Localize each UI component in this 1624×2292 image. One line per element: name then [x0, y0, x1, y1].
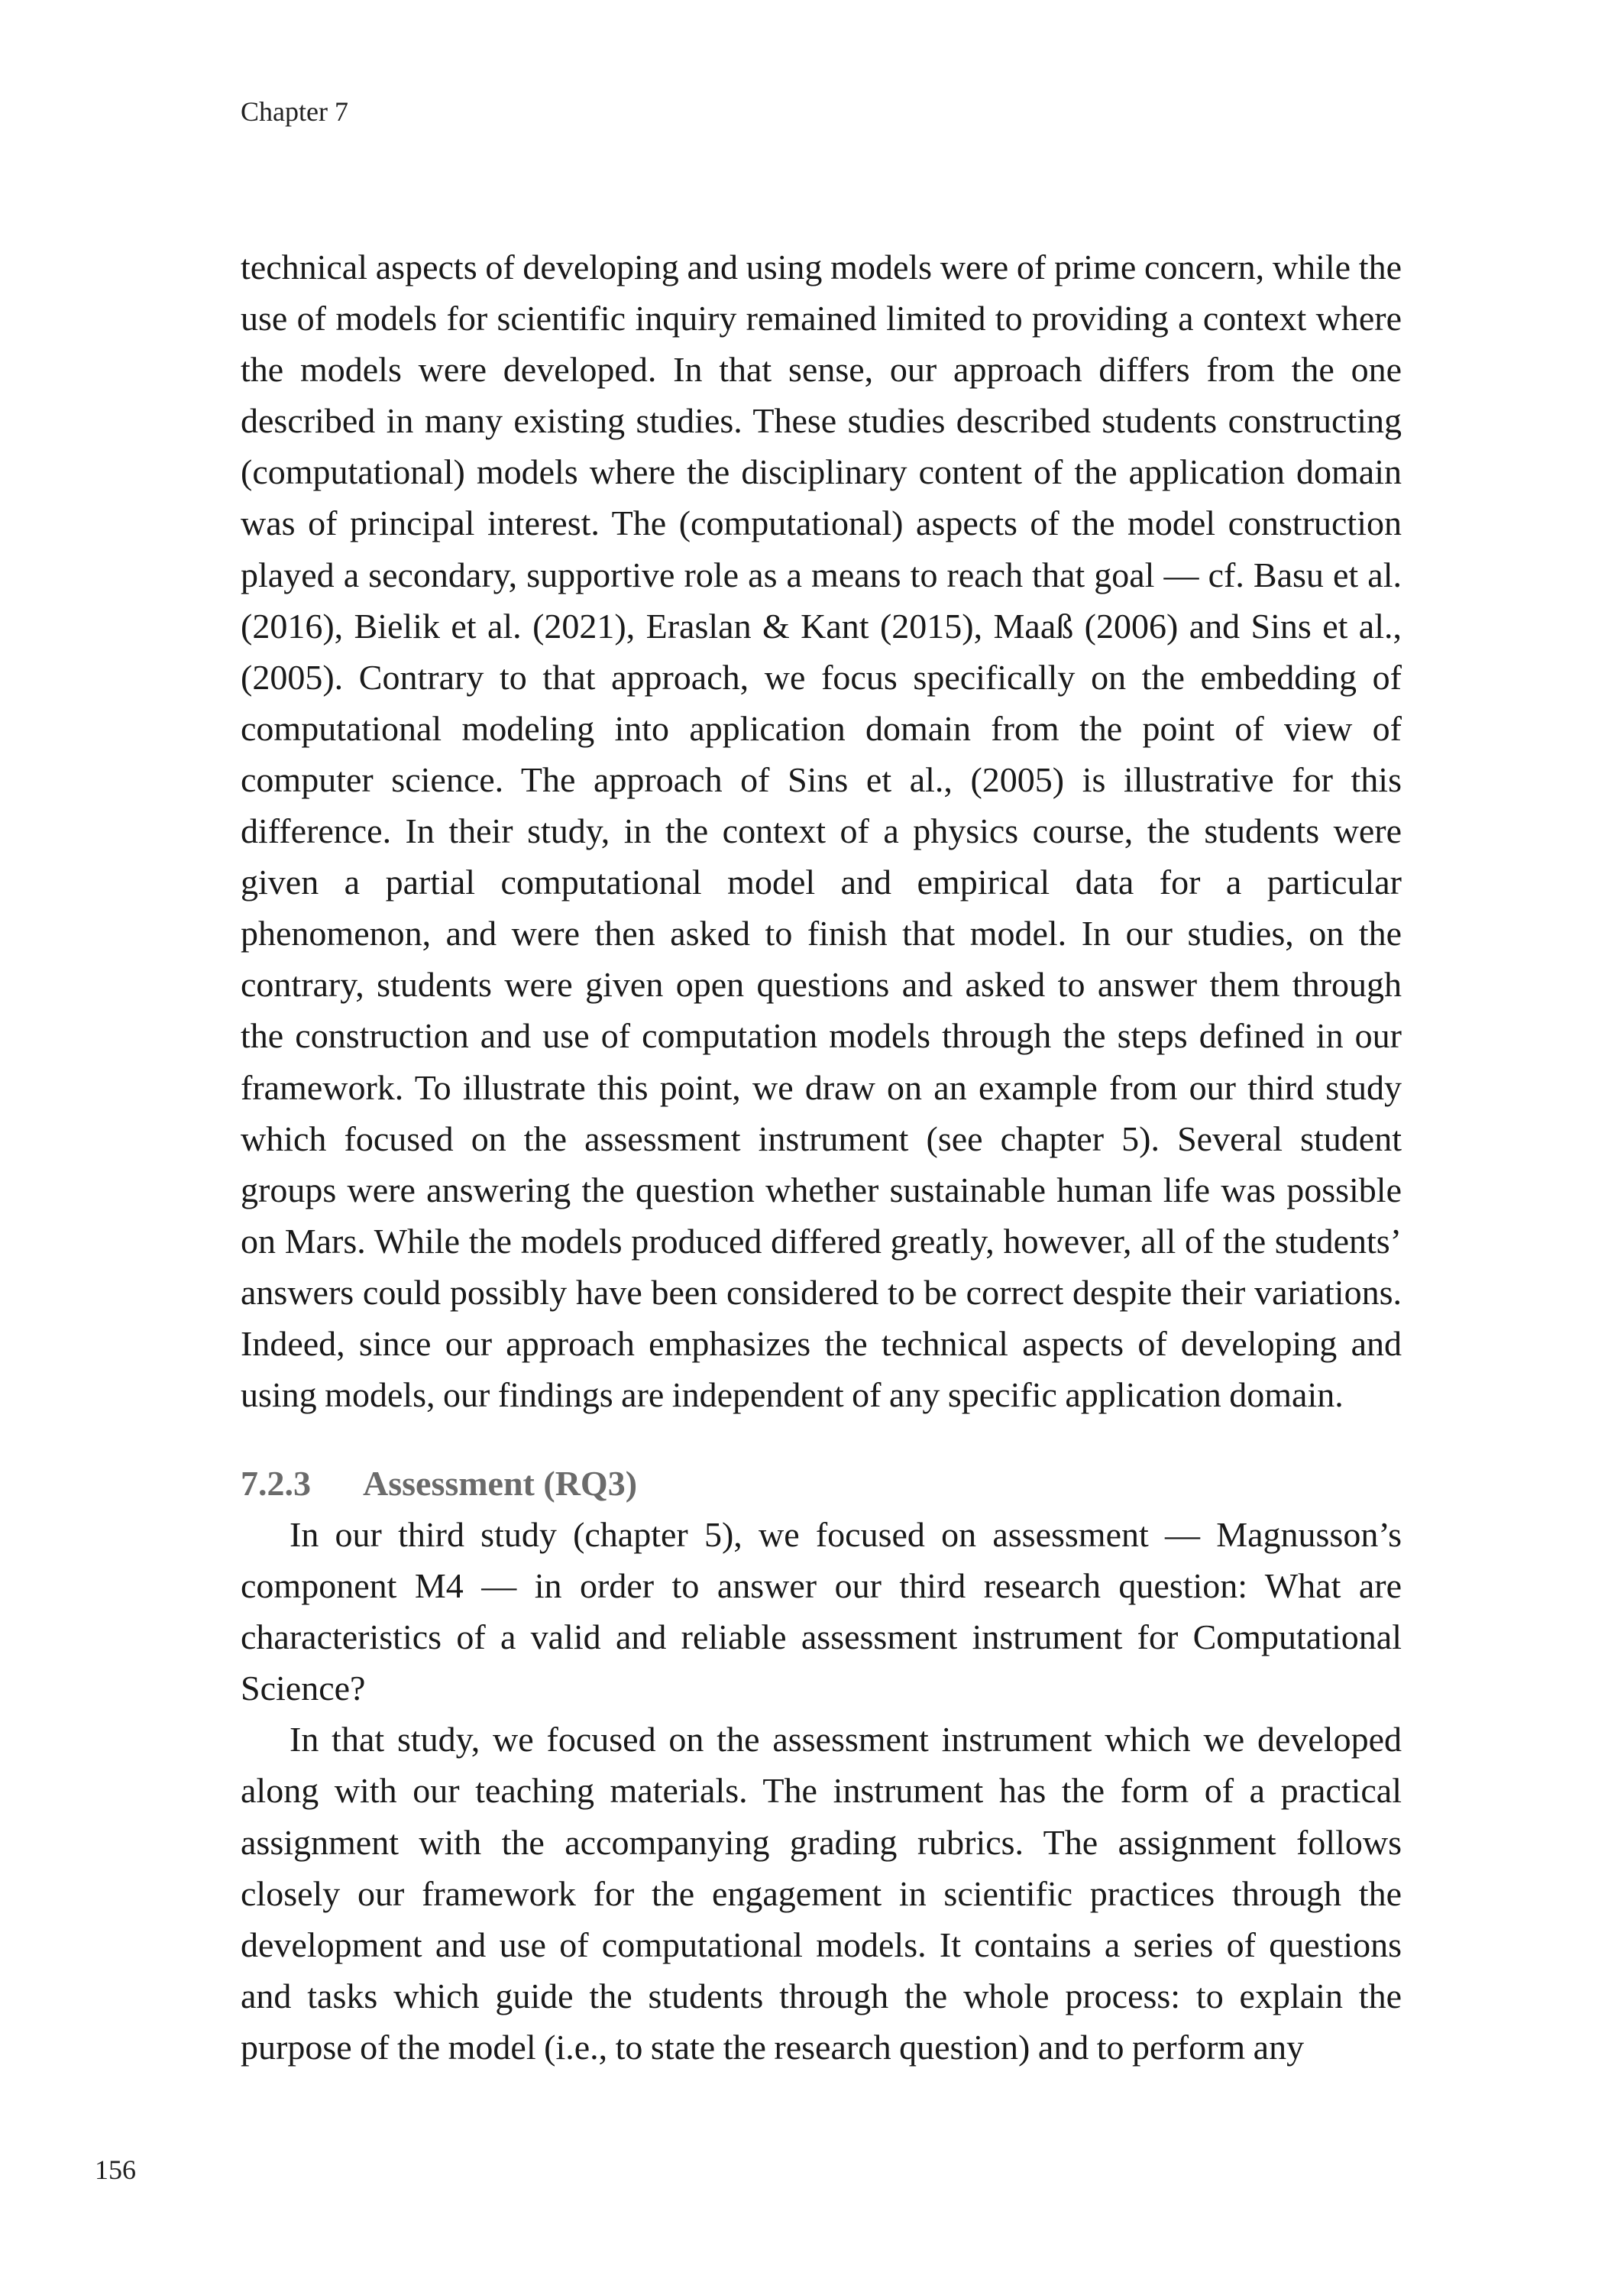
section-title: Assessment (RQ3) [363, 1464, 638, 1503]
body-paragraph: technical aspects of developing and using models were of prime concern, while the use of models for scientific inquiry remained limited to providing a context where the models were developed. In that sense, our approach differs from the one described in many existing studies. These studies described students constructing (computational) models where the disciplinary content of the application domain was of principal interest. The (computational) aspects of the model construction played a secondary, supportive role as a means to reach that goal — cf. Basu et al. (2016), Bielik et al. (2021), Eraslan & Kant (2015), Maaß (2006) and Sins et al., (2005). Contrary to that approach, we focus specifically on the embedding of computational modeling into application domain from the point of view of computer science. The approach of Sins et al., (2005) is illustrative for this difference. In their study, in the context of a physics course, the students were given a partial computational model and empirical data for a particular phenomenon, and were then asked to finish that model. In our studies, on the contrary, students were given open questions and asked to answer them through the construction and use of computation models through the steps defined in our framework. To illustrate this point, we draw on an example from our third study which focused on the assessment instrument (see chapter 5). Several student groups were answering the question whether sustainable human life was possible on Mars. While the models produced differed greatly, however, all of the students’ answers could possibly have been considered to be correct despite their variations. Indeed, since our approach emphasizes the technical aspects of developing and using models, our findings are independent of any specific application domain. [241, 248, 1402, 1415]
running-header: Chapter 7 [241, 96, 348, 127]
body-text-section [241, 1509, 1402, 2073]
section-heading [241, 1458, 637, 1509]
page-number: 156 [95, 2154, 136, 2185]
section-paragraph-1: In our third study (chapter 5), we focused on assessment — Magnusson’s component M4 — in order to answer our third research question: What are characteristics of a valid and reliable assessment instrument for Computational Science? [241, 1515, 1402, 1708]
section-number: 7.2.3 [241, 1464, 311, 1503]
section-paragraph-2: In that study, we focused on the assessment instrument which we developed along with our teaching materials. The instrument has the form of a practical assignment with the accompanying grading rubrics. The assignment follows closely our framework for the engagement in scientific practices through the development and use of computational models. It contains a series of questions and tasks which guide the students through the whole process: to explain the purpose of the model (i.e., to state the research question) and to perform any [241, 1720, 1402, 2067]
body-text-top [241, 241, 1402, 1420]
